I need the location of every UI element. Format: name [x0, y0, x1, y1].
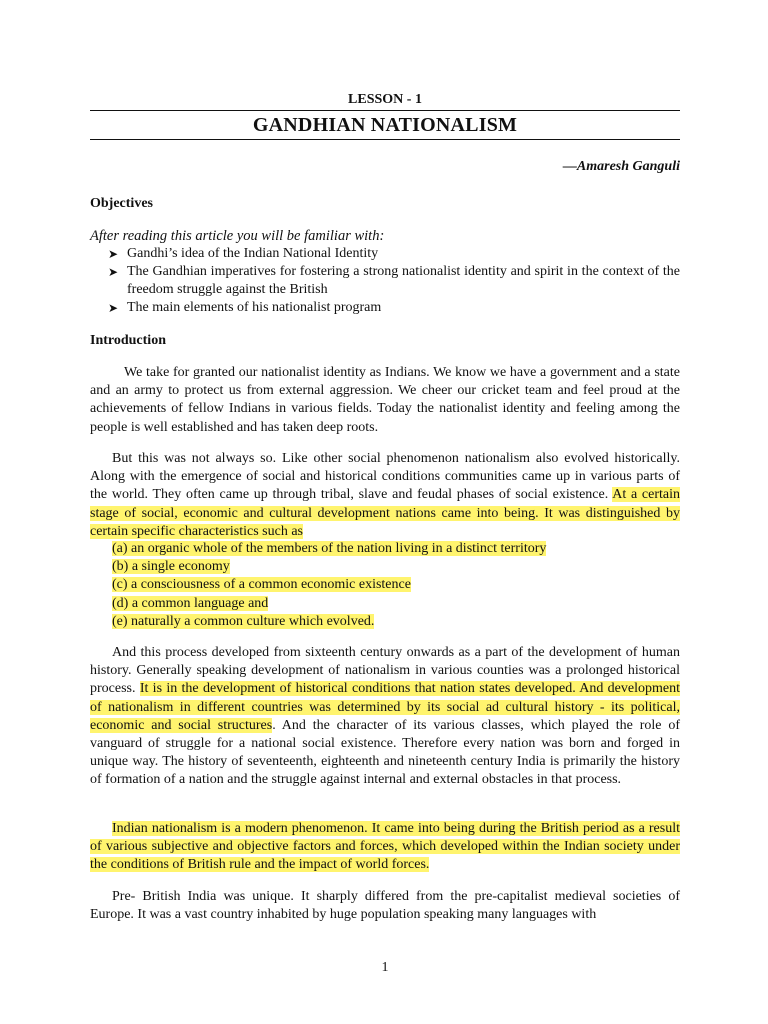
highlighted-text: At a certain stage of social, economic and cultural development nations came into being. It was distinguished by certain specific characteristics such as [90, 487, 680, 539]
introduction-heading: Introduction [90, 333, 166, 348]
page-number: 1 [381, 960, 389, 975]
paragraph-3-text: And this process developed from sixteenth century onwards as a part of the development of human history. Generally speaking development of nationalism in various counties was a prolonged historical process. [90, 645, 680, 697]
paragraph-3-text: . And the character of its various classes, which played the role of vanguard of struggle for a national social existence. Therefore every nation was born and forged in unique way. The history of seventeenth, eighteenth and nineteenth century India is primarily the history of formation of a nation and the struggle against internal and external obstacles in that process. [90, 717, 680, 788]
bullet-text: The main elements of his nationalist program [127, 300, 382, 315]
characteristics-list [112, 540, 546, 631]
paragraph-3 [90, 644, 680, 790]
paragraph-4 [90, 820, 680, 875]
title-top-rule [90, 110, 680, 111]
highlighted-text: (d) a common language and [112, 595, 269, 611]
arrow-bullet-icon: ➤ [108, 247, 119, 261]
list-item [112, 540, 546, 558]
list-item [108, 245, 680, 263]
objectives-intro: After reading this article you will be familiar with: [90, 228, 385, 244]
arrow-bullet-icon: ➤ [108, 265, 119, 279]
highlighted-text: Indian nationalism is a modern phenomenon. It came into being during the British period as a result of various subjective and objective factors and forces, which developed within the Indian society under the conditions of British rule and the impact of world forces. [90, 821, 680, 873]
bullet-text: The Gandhian imperatives for fostering a strong nationalist identity and spirit in the context of the freedom struggle against the British [127, 264, 680, 297]
list-item [112, 576, 546, 594]
highlighted-text: (b) a single economy [112, 559, 230, 575]
author-name: —Amaresh Ganguli [562, 159, 680, 174]
arrow-bullet-icon: ➤ [108, 301, 119, 315]
list-item [112, 595, 546, 613]
lesson-label: LESSON - 1 [348, 92, 422, 107]
paragraph-2 [90, 450, 680, 541]
list-item [108, 263, 680, 299]
objectives-list [108, 245, 680, 317]
list-item [112, 558, 546, 576]
title-bottom-rule [90, 139, 680, 140]
paragraph-1: We take for granted our nationalist identity as Indians. We know we have a government and a state and an army to protect us from external aggression. We cheer our cricket team and feel proud at the achievements of fellow Indians in various fields. Today the nationalist identity and feeling among the people is well established and has taken deep roots. [90, 365, 680, 435]
highlighted-text: (a) an organic whole of the members of the nation living in a distinct territory [112, 541, 547, 556]
list-item [108, 299, 680, 317]
objectives-heading: Objectives [90, 196, 153, 211]
highlighted-text: (c) a consciousness of a common economic existence [112, 577, 411, 593]
list-item [112, 613, 546, 631]
highlighted-text: It is in the development of historical conditions that nation states developed. And development of nationalism in different countries was determined by its social ad cultural history - its political, economic and social structures [90, 681, 680, 733]
paragraph-5: Pre- British India was unique. It sharply differed from the pre-capitalist medieval societies of Europe. It was a vast country inhabited by huge population speaking many languages with [90, 889, 680, 923]
paragraph-2-text: But this was not always so. Like other social phenomenon nationalism also evolved historically. Along with the emergence of social and historical conditions communities came up in various parts of the world. They often came up through tribal, slave and feudal phases of social existence. [90, 451, 680, 503]
bullet-text: Gandhi’s idea of the Indian National Identity [127, 246, 379, 261]
highlighted-text: (e) naturally a common culture which evolved. [112, 613, 375, 629]
document-title: GANDHIAN NATIONALISM [252, 114, 518, 136]
